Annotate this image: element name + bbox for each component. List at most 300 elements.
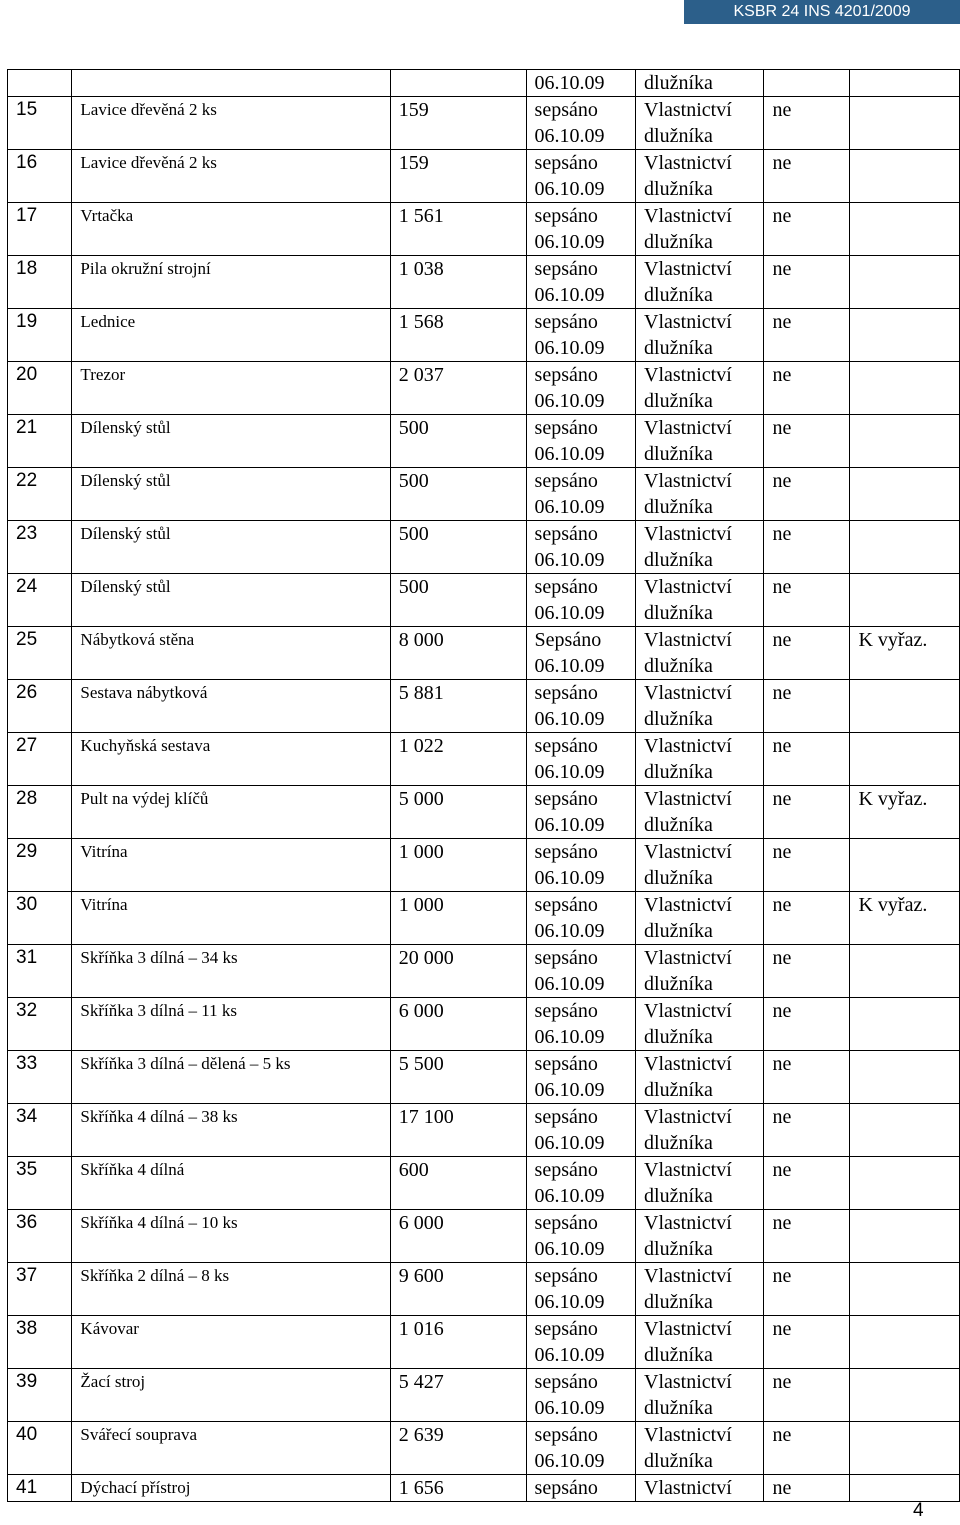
cell-flag: ne [764, 521, 850, 574]
owner-line1: Vlastnictví [644, 152, 732, 174]
cell-value: 2 037 [390, 362, 526, 415]
owner-line1: Vlastnictví [644, 894, 732, 916]
cell-value: 600 [390, 1157, 526, 1210]
inventory-table [7, 69, 960, 1502]
owner-line2: dlužníka [644, 920, 713, 942]
cell-number: 21 [8, 415, 72, 468]
cell-value: 9 600 [390, 1263, 526, 1316]
cell-number: 30 [8, 892, 72, 945]
owner-line1: Vlastnictví [644, 470, 732, 492]
cell-name: Vitrína [72, 892, 390, 945]
cell-name: Vitrína [72, 839, 390, 892]
cell-number: 23 [8, 521, 72, 574]
owner-line1: Vlastnictví [644, 1424, 732, 1446]
cell-number: 16 [8, 150, 72, 203]
date-text: 06.10.09 [534, 231, 605, 253]
cell-name: Skříňka 3 dílná – dělená – 5 ks [72, 1051, 390, 1104]
date-text: 06.10.09 [534, 708, 605, 730]
cell-value: 5 427 [390, 1369, 526, 1422]
cell-status [526, 1157, 635, 1210]
owner-line2: dlužníka [644, 178, 713, 200]
status-text: sepsáno [534, 1265, 598, 1287]
status-text: sepsáno [534, 1212, 598, 1234]
date-text: 06.10.09 [534, 1079, 605, 1101]
cell-name: Sestava nábytková [72, 680, 390, 733]
cell-status [526, 1316, 635, 1369]
cell-status [526, 892, 635, 945]
cell-flag: ne [764, 680, 850, 733]
cell-status [526, 521, 635, 574]
cell-value: 1 000 [390, 839, 526, 892]
cell-owner [636, 1210, 764, 1263]
cell-number: 36 [8, 1210, 72, 1263]
owner-line2: dlužníka [644, 1344, 713, 1366]
cell-owner [636, 1104, 764, 1157]
owner-line1: Vlastnictví [644, 576, 732, 598]
cell-value: 1 000 [390, 892, 526, 945]
cell-owner [636, 892, 764, 945]
document-reference-header: KSBR 24 INS 4201/2009 [684, 0, 960, 24]
cell-owner [636, 362, 764, 415]
cell-status [526, 1210, 635, 1263]
owner-line2: dlužníka [644, 496, 713, 518]
date-text: 06.10.09 [534, 1344, 605, 1366]
cell-owner [636, 1051, 764, 1104]
owner-line1: Vlastnictví [644, 523, 732, 545]
cell-value: 17 100 [390, 1104, 526, 1157]
owner-line2: dlužníka [644, 443, 713, 465]
cell-flag: ne [764, 839, 850, 892]
cell-flag: ne [764, 309, 850, 362]
status-text: sepsáno [534, 523, 598, 545]
table-row-continued [8, 70, 960, 97]
cell-owner [636, 998, 764, 1051]
cell-note [850, 733, 960, 786]
table-row [8, 1051, 960, 1104]
status-text: Sepsáno [534, 629, 602, 651]
cell-value: 500 [390, 468, 526, 521]
owner-line1: Vlastnictví [644, 1106, 732, 1128]
table-row [8, 839, 960, 892]
cell-number: 40 [8, 1422, 72, 1475]
cell-number: 27 [8, 733, 72, 786]
cell-name: Skříňka 3 dílná – 11 ks [72, 998, 390, 1051]
cell-flag: ne [764, 627, 850, 680]
cell-note: K vyřaz. [850, 627, 960, 680]
cell-note [850, 1210, 960, 1263]
owner-line2: dlužníka [644, 1450, 713, 1472]
owner-line1: Vlastnictví [644, 1318, 732, 1340]
cell-name: Pult na výdej klíčů [72, 786, 390, 839]
table-row [8, 945, 960, 998]
cell-status [526, 1051, 635, 1104]
owner-line2: dlužníka [644, 655, 713, 677]
cell-number: 38 [8, 1316, 72, 1369]
status-text: sepsáno [534, 1159, 598, 1181]
cell-flag: ne [764, 150, 850, 203]
cell-name: Dýchací přístroj [72, 1475, 390, 1502]
cell-value: 6 000 [390, 998, 526, 1051]
table-row [8, 1104, 960, 1157]
cell-flag: ne [764, 362, 850, 415]
cell-value: 500 [390, 521, 526, 574]
date-text: 06.10.09 [534, 1291, 605, 1313]
cell-status [526, 468, 635, 521]
cell-status [526, 786, 635, 839]
date-text: 06.10.09 [534, 496, 605, 518]
cell-name: Skříňka 2 dílná – 8 ks [72, 1263, 390, 1316]
cell-note [850, 97, 960, 150]
status-text: sepsáno [534, 576, 598, 598]
date-text: 06.10.09 [534, 443, 605, 465]
cell-value: 1 038 [390, 256, 526, 309]
cell-note [850, 256, 960, 309]
table-row [8, 1263, 960, 1316]
cell-name: Skříňka 4 dílná – 38 ks [72, 1104, 390, 1157]
cell-owner [636, 150, 764, 203]
cell-number: 31 [8, 945, 72, 998]
cell-note [850, 1051, 960, 1104]
cell-flag: ne [764, 415, 850, 468]
owner-line1: Vlastnictví [644, 311, 732, 333]
cell-owner [636, 1316, 764, 1369]
cell-owner [636, 309, 764, 362]
owner-line1: Vlastnictví [644, 1371, 732, 1393]
cell-note [850, 521, 960, 574]
cell-value: 500 [390, 574, 526, 627]
date-text: 06.10.09 [534, 1026, 605, 1048]
owner-line2: dlužníka [644, 761, 713, 783]
cell-owner: dlužníka [636, 70, 764, 97]
cell-owner [636, 1369, 764, 1422]
table-row [8, 998, 960, 1051]
table-row [8, 1369, 960, 1422]
cell-status [526, 97, 635, 150]
owner-line2: dlužníka [644, 973, 713, 995]
cell-flag: ne [764, 1422, 850, 1475]
cell-value: 1 656 [390, 1475, 526, 1502]
date-text: 06.10.09 [534, 390, 605, 412]
cell-name: Pila okružní strojní [72, 256, 390, 309]
cell-note [850, 1422, 960, 1475]
cell-value: 5 000 [390, 786, 526, 839]
status-text: sepsáno [534, 841, 598, 863]
cell-note [850, 1157, 960, 1210]
date-text: 06.10.09 [534, 1185, 605, 1207]
cell-number: 39 [8, 1369, 72, 1422]
cell-name [72, 70, 390, 97]
cell-note [850, 945, 960, 998]
date-text: 06.10.09 [534, 814, 605, 836]
cell-flag: ne [764, 1051, 850, 1104]
cell-value: 159 [390, 150, 526, 203]
owner-line2: dlužníka [644, 284, 713, 306]
cell-note [850, 150, 960, 203]
cell-note [850, 1263, 960, 1316]
cell-value: 500 [390, 415, 526, 468]
cell-status [526, 1422, 635, 1475]
cell-owner [636, 1157, 764, 1210]
cell-number: 33 [8, 1051, 72, 1104]
table-row [8, 309, 960, 362]
cell-note [850, 1475, 960, 1502]
cell-owner [636, 733, 764, 786]
owner-line1: Vlastnictví [644, 417, 732, 439]
date-text: 06.10.09 [534, 867, 605, 889]
date-text: 06.10.09 [534, 284, 605, 306]
cell-owner [636, 1422, 764, 1475]
table-row [8, 415, 960, 468]
cell-owner [636, 521, 764, 574]
cell-value: 6 000 [390, 1210, 526, 1263]
cell-value: 1 568 [390, 309, 526, 362]
owner-line2: dlužníka [644, 1238, 713, 1260]
date-text: 06.10.09 [534, 920, 605, 942]
cell-value: 1 022 [390, 733, 526, 786]
cell-status: sepsáno [526, 1475, 635, 1502]
cell-flag: ne [764, 998, 850, 1051]
cell-flag: ne [764, 733, 850, 786]
date-text: 06.10.09 [534, 973, 605, 995]
cell-owner [636, 945, 764, 998]
cell-owner [636, 680, 764, 733]
cell-status [526, 1104, 635, 1157]
owner-line2: dlužníka [644, 814, 713, 836]
owner-line2: dlužníka [644, 1132, 713, 1154]
owner-line1: Vlastnictví [644, 1159, 732, 1181]
date-text: 06.10.09 [534, 1450, 605, 1472]
cell-status [526, 203, 635, 256]
cell-status [526, 733, 635, 786]
owner-line2: dlužníka [644, 337, 713, 359]
owner-line1: Vlastnictví [644, 205, 732, 227]
date-text: 06.10.09 [534, 655, 605, 677]
cell-flag: ne [764, 1157, 850, 1210]
cell-status [526, 309, 635, 362]
cell-name: Lavice dřevěná 2 ks [72, 150, 390, 203]
cell-flag: ne [764, 1369, 850, 1422]
status-text: sepsáno [534, 735, 598, 757]
status-text: sepsáno [534, 947, 598, 969]
cell-owner [636, 97, 764, 150]
cell-number: 26 [8, 680, 72, 733]
cell-note [850, 680, 960, 733]
cell-number: 28 [8, 786, 72, 839]
status-text: sepsáno [534, 788, 598, 810]
owner-line1: Vlastnictví [644, 947, 732, 969]
date-text: 06.10.09 [534, 125, 605, 147]
cell-name: Kávovar [72, 1316, 390, 1369]
owner-line2: dlužníka [644, 1291, 713, 1313]
cell-flag: ne [764, 256, 850, 309]
cell-number: 41 [8, 1475, 72, 1502]
cell-value [390, 70, 526, 97]
cell-owner [636, 256, 764, 309]
owner-line1: Vlastnictví [644, 99, 732, 121]
owner-line2: dlužníka [644, 867, 713, 889]
owner-line2: dlužníka [644, 125, 713, 147]
cell-owner: Vlastnictví [636, 1475, 764, 1502]
owner-line1: Vlastnictví [644, 788, 732, 810]
cell-value: 1 561 [390, 203, 526, 256]
cell-flag: ne [764, 97, 850, 150]
cell-number: 20 [8, 362, 72, 415]
table-row [8, 150, 960, 203]
owner-line1: Vlastnictví [644, 1053, 732, 1075]
table-row [8, 1422, 960, 1475]
owner-line1: Vlastnictví [644, 629, 732, 651]
table-row [8, 627, 960, 680]
owner-line2: dlužníka [644, 602, 713, 624]
cell-flag: ne [764, 1475, 850, 1502]
cell-flag: ne [764, 786, 850, 839]
cell-name: Skříňka 4 dílná [72, 1157, 390, 1210]
date-text: 06.10.09 [534, 1238, 605, 1260]
owner-line1: Vlastnictví [644, 258, 732, 280]
date-text: 06.10.09 [534, 549, 605, 571]
status-text: sepsáno [534, 1318, 598, 1340]
table-row [8, 680, 960, 733]
cell-number [8, 70, 72, 97]
cell-status [526, 256, 635, 309]
cell-note [850, 839, 960, 892]
table-row [8, 521, 960, 574]
cell-number: 32 [8, 998, 72, 1051]
cell-name: Skříňka 3 dílná – 34 ks [72, 945, 390, 998]
cell-owner [636, 1263, 764, 1316]
cell-name: Lavice dřevěná 2 ks [72, 97, 390, 150]
cell-number: 19 [8, 309, 72, 362]
cell-owner [636, 627, 764, 680]
cell-number: 35 [8, 1157, 72, 1210]
table-row [8, 1210, 960, 1263]
owner-line2: dlužníka [644, 708, 713, 730]
cell-date: 06.10.09 [526, 70, 635, 97]
cell-name: Nábytková stěna [72, 627, 390, 680]
owner-line1: Vlastnictví [644, 735, 732, 757]
cell-note [850, 203, 960, 256]
cell-name: Svářecí souprava [72, 1422, 390, 1475]
cell-number: 24 [8, 574, 72, 627]
cell-flag: ne [764, 1316, 850, 1369]
cell-name: Dílenský stůl [72, 521, 390, 574]
owner-line1: Vlastnictví [644, 1000, 732, 1022]
status-text: sepsáno [534, 1053, 598, 1075]
cell-value: 20 000 [390, 945, 526, 998]
cell-note [850, 1369, 960, 1422]
cell-value: 2 639 [390, 1422, 526, 1475]
cell-status [526, 362, 635, 415]
cell-name: Skříňka 4 dílná – 10 ks [72, 1210, 390, 1263]
table-row [8, 786, 960, 839]
cell-flag: ne [764, 1263, 850, 1316]
status-text: sepsáno [534, 682, 598, 704]
cell-owner [636, 786, 764, 839]
cell-flag: ne [764, 1104, 850, 1157]
cell-number: 17 [8, 203, 72, 256]
cell-number: 15 [8, 97, 72, 150]
table-row [8, 1157, 960, 1210]
cell-status [526, 945, 635, 998]
cell-flag: ne [764, 468, 850, 521]
cell-value: 5 881 [390, 680, 526, 733]
cell-status [526, 627, 635, 680]
cell-note [850, 309, 960, 362]
cell-note [850, 1316, 960, 1369]
status-text: sepsáno [534, 470, 598, 492]
cell-value: 5 500 [390, 1051, 526, 1104]
date-text: 06.10.09 [534, 761, 605, 783]
cell-name: Dílenský stůl [72, 574, 390, 627]
cell-flag: ne [764, 892, 850, 945]
cell-note [850, 998, 960, 1051]
cell-owner [636, 574, 764, 627]
status-text: sepsáno [534, 364, 598, 386]
cell-status [526, 1369, 635, 1422]
status-text: sepsáno [534, 894, 598, 916]
cell-number: 18 [8, 256, 72, 309]
status-text: sepsáno [534, 205, 598, 227]
status-text: sepsáno [534, 311, 598, 333]
owner-line2: dlužníka [644, 390, 713, 412]
cell-note [850, 362, 960, 415]
owner-line1: Vlastnictví [644, 841, 732, 863]
status-text: sepsáno [534, 417, 598, 439]
cell-owner [636, 415, 764, 468]
cell-note: K vyřaz. [850, 892, 960, 945]
cell-owner [636, 203, 764, 256]
cell-owner [636, 839, 764, 892]
cell-flag: ne [764, 945, 850, 998]
date-text: 06.10.09 [534, 1132, 605, 1154]
cell-status [526, 574, 635, 627]
cell-value: 159 [390, 97, 526, 150]
cell-status [526, 680, 635, 733]
table-row [8, 1316, 960, 1369]
table-row [8, 256, 960, 309]
table-row [8, 468, 960, 521]
owner-line2: dlužníka [644, 1079, 713, 1101]
page-number: 4 [913, 1500, 924, 1521]
status-text: sepsáno [534, 1106, 598, 1128]
cell-flag [764, 70, 850, 97]
cell-value: 8 000 [390, 627, 526, 680]
cell-name: Trezor [72, 362, 390, 415]
cell-value: 1 016 [390, 1316, 526, 1369]
cell-name: Dílenský stůl [72, 468, 390, 521]
cell-number: 37 [8, 1263, 72, 1316]
status-text: sepsáno [534, 99, 598, 121]
date-text: 06.10.09 [534, 178, 605, 200]
table-row [8, 733, 960, 786]
cell-name: Kuchyňská sestava [72, 733, 390, 786]
table-row [8, 574, 960, 627]
cell-note [850, 574, 960, 627]
date-text: 06.10.09 [534, 602, 605, 624]
cell-flag: ne [764, 574, 850, 627]
cell-note [850, 468, 960, 521]
owner-line2: dlužníka [644, 1185, 713, 1207]
table-row [8, 203, 960, 256]
owner-line2: dlužníka [644, 549, 713, 571]
cell-note: K vyřaz. [850, 786, 960, 839]
table-row [8, 362, 960, 415]
cell-flag: ne [764, 1210, 850, 1263]
status-text: sepsáno [534, 1371, 598, 1393]
cell-status [526, 415, 635, 468]
owner-line2: dlužníka [644, 1397, 713, 1419]
owner-line1: Vlastnictví [644, 1265, 732, 1287]
